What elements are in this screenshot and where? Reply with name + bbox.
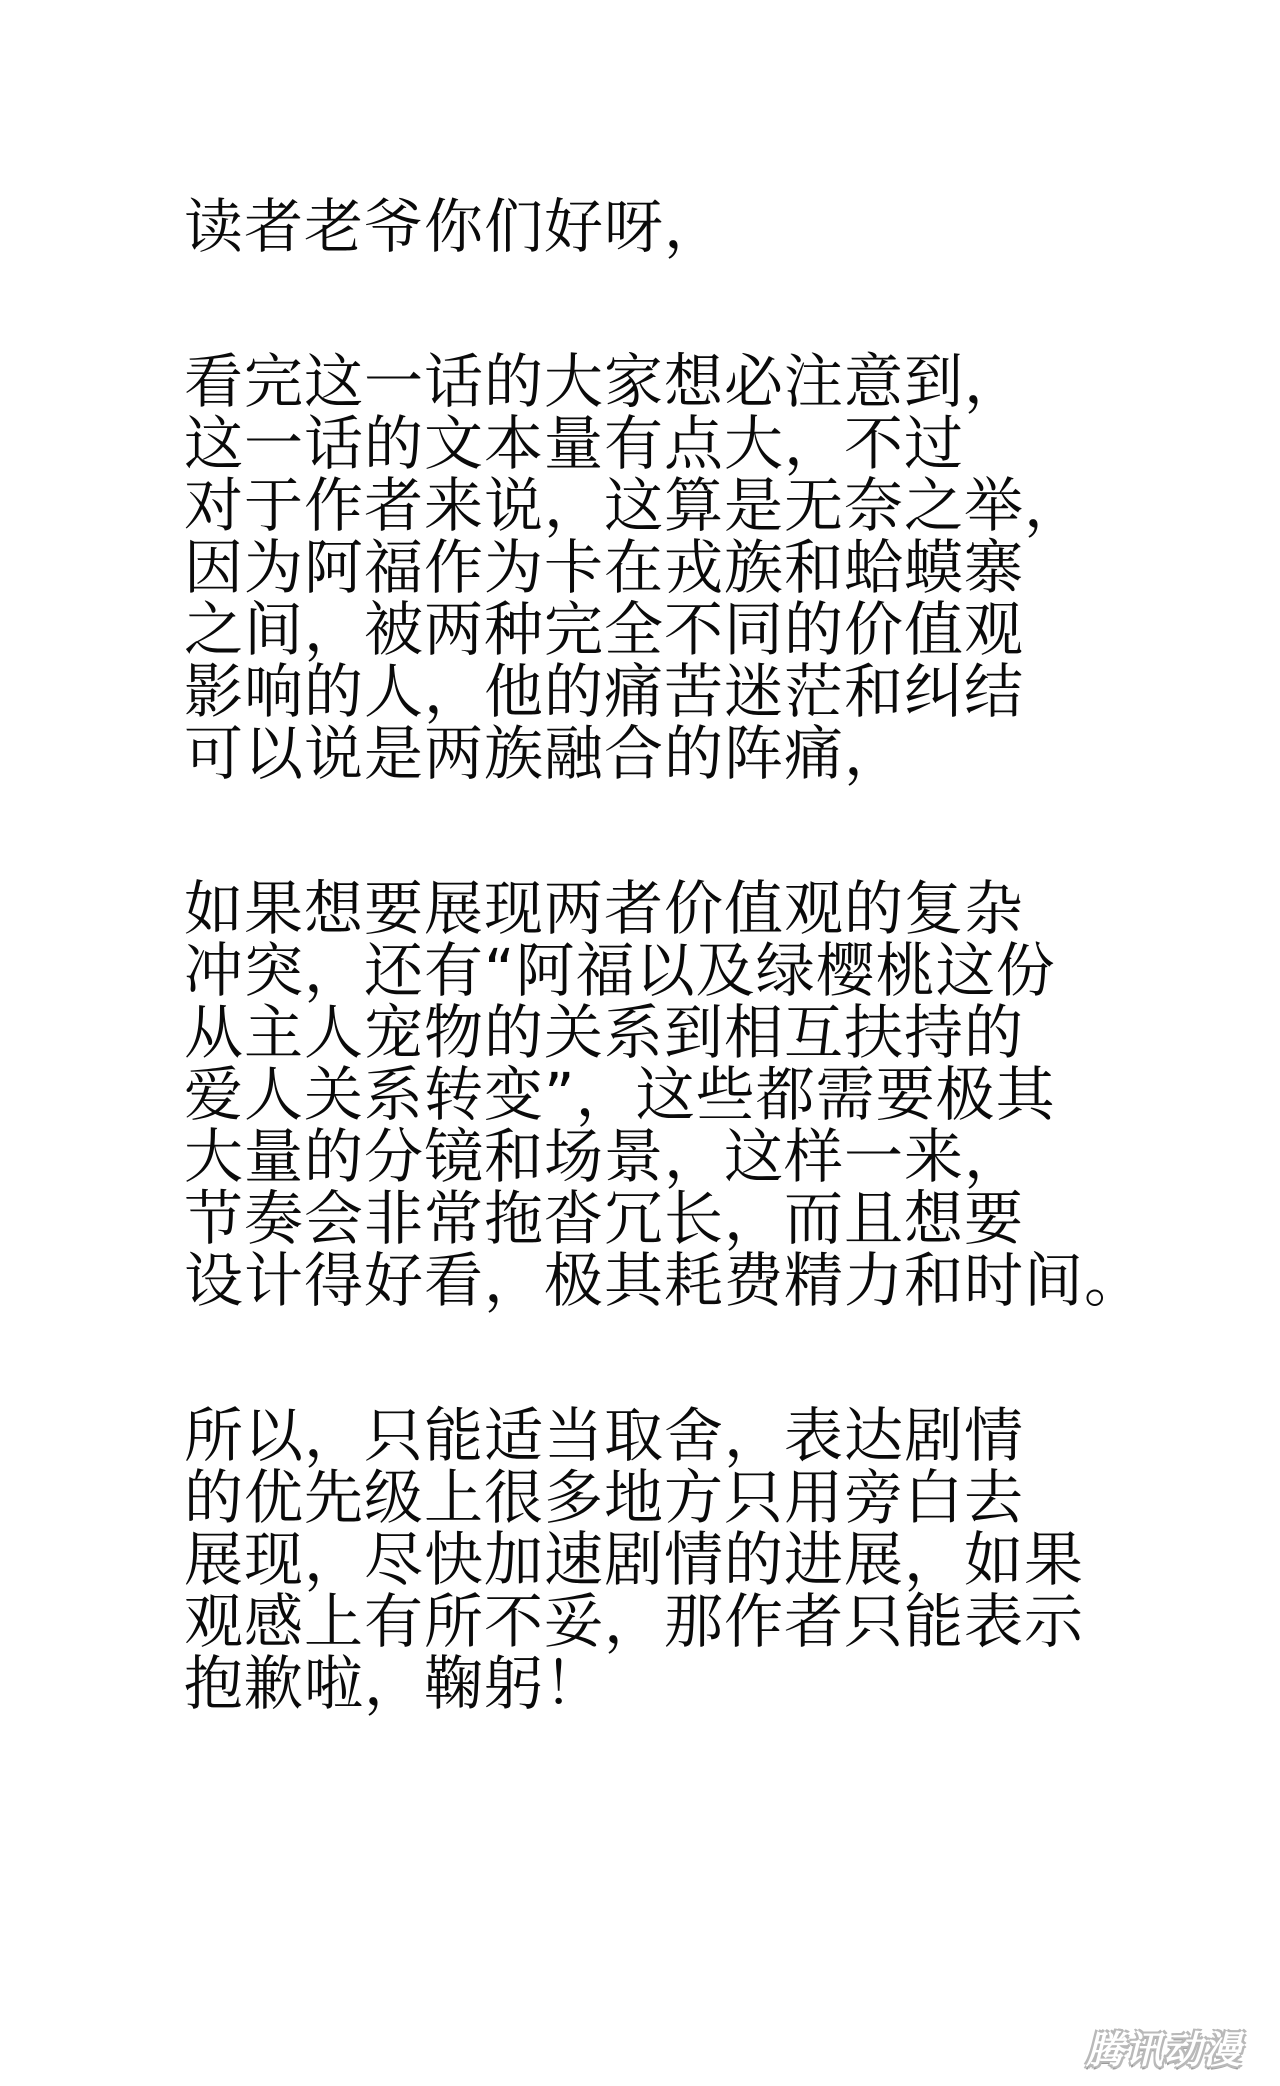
text-line: 节奏会非常拖沓冗长，而且想要 xyxy=(184,1184,1025,1253)
text-line: 爱人关系转变”，这些都需要极其 xyxy=(184,1060,1056,1129)
text-line: 从主人宠物的关系到相互扶持的 xyxy=(184,998,1025,1067)
paragraph-gap xyxy=(184,1312,1244,1405)
text-line: 读者老爷你们好呀， xyxy=(184,192,725,261)
watermark-text: 腾讯动漫 xyxy=(1085,2027,1242,2072)
tencent-comic-watermark xyxy=(1066,2020,1262,2072)
paragraph-greeting xyxy=(184,192,1244,261)
text-line: 设计得好看，极其耗费精力和时间。 xyxy=(184,1246,1145,1315)
text-line: 抱歉啦，鞠躬！ xyxy=(184,1649,605,1718)
text-line: 大量的分镜和场景，这样一来， xyxy=(184,1122,1025,1191)
text-line: 影响的人，他的痛苦迷茫和纠结 xyxy=(184,657,1025,726)
text-line: 观感上有所不妥，那作者只能表示 xyxy=(184,1587,1085,1656)
text-line: 对于作者来说，这算是无奈之举， xyxy=(184,471,1085,540)
author-note xyxy=(184,192,1244,1718)
paragraph-1 xyxy=(184,347,1244,788)
text-line: 可以说是两族融合的阵痛， xyxy=(184,719,905,788)
text-line: 的优先级上很多地方只用旁白去 xyxy=(184,1463,1025,1532)
text-line: 冲突，还有“阿福以及绿樱桃这份 xyxy=(184,936,1056,1005)
paragraph-gap xyxy=(184,258,1244,351)
paragraph-gap xyxy=(184,785,1244,878)
text-line: 因为阿福作为卡在戎族和蛤蟆寨 xyxy=(184,533,1025,602)
text-line: 这一话的文本量有点大，不过 xyxy=(184,409,965,478)
text-line: 之间，被两种完全不同的价值观 xyxy=(184,595,1025,664)
text-line: 看完这一话的大家想必注意到， xyxy=(184,347,1025,416)
text-line: 所以，只能适当取舍，表达剧情 xyxy=(184,1401,1025,1470)
text-line: 展现，尽快加速剧情的进展，如果 xyxy=(184,1525,1085,1594)
text-line: 如果想要展现两者价值观的复杂 xyxy=(184,874,1025,943)
paragraph-2 xyxy=(184,874,1244,1315)
paragraph-3 xyxy=(184,1401,1244,1718)
